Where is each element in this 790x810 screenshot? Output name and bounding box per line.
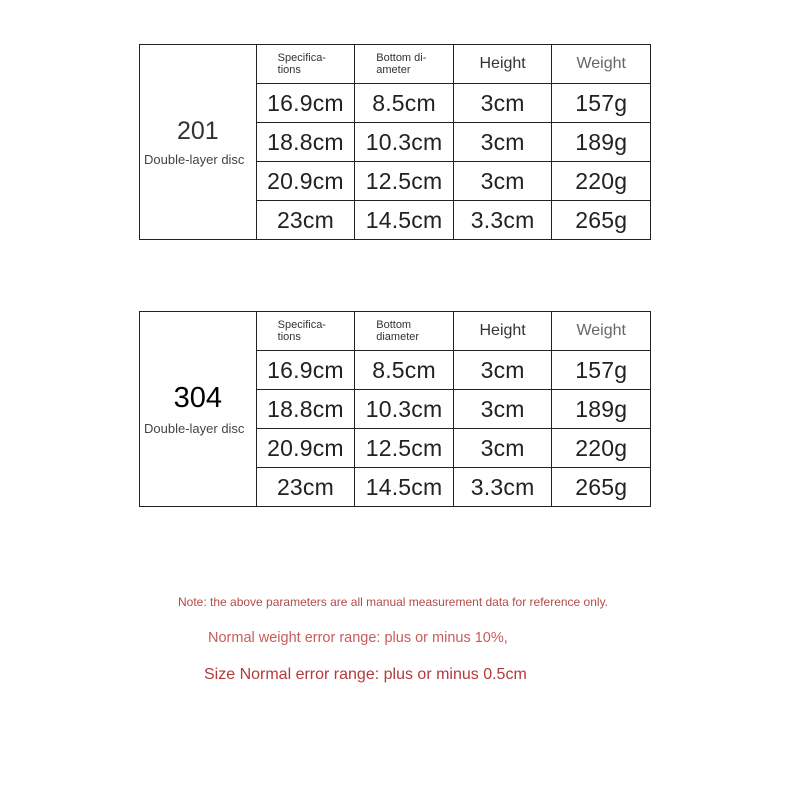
cell-bottom-diameter: 10.3cm: [355, 390, 454, 429]
cell-bottom-diameter: 8.5cm: [355, 351, 454, 390]
cell-bottom-diameter: 12.5cm: [355, 429, 454, 468]
header-bottom-line1: Bottom di-: [376, 52, 427, 64]
cell-spec: 20.9cm: [256, 429, 355, 468]
cell-bottom-diameter: 8.5cm: [355, 84, 454, 123]
material-label-cell: [140, 312, 257, 507]
header-bottom-line2: diameter: [376, 331, 420, 343]
cell-spec: 23cm: [256, 201, 355, 240]
header-spec-line2: tions: [277, 331, 301, 343]
cell-height: 3cm: [453, 351, 552, 390]
note-weight-error: Normal weight error range: plus or minus 10%,: [208, 630, 508, 646]
cell-height: 3.3cm: [453, 201, 552, 240]
table-header-row: [140, 312, 651, 351]
material-code: 304: [173, 382, 223, 414]
header-specifications: [256, 45, 355, 84]
header-bottom-diameter: [355, 45, 454, 84]
cell-spec: 18.8cm: [256, 390, 355, 429]
cell-bottom-diameter: 12.5cm: [355, 162, 454, 201]
cell-bottom-diameter: 10.3cm: [355, 123, 454, 162]
cell-weight: 157g: [552, 84, 651, 123]
cell-weight: 189g: [552, 390, 651, 429]
header-bottom-line2: ameter: [376, 64, 411, 76]
note-reference-only: Note: the above parameters are all manual measurement data for reference only.: [178, 595, 609, 609]
cell-weight: 220g: [552, 162, 651, 201]
cell-spec: 18.8cm: [256, 123, 355, 162]
cell-height: 3.3cm: [453, 468, 552, 507]
cell-weight: 265g: [552, 201, 651, 240]
cell-height: 3cm: [453, 123, 552, 162]
cell-height: 3cm: [453, 162, 552, 201]
spec-table-304: [139, 311, 651, 507]
header-specifications: [256, 312, 355, 351]
header-weight: Weight: [552, 45, 651, 84]
header-spec-line1: Specifica-: [277, 319, 326, 331]
header-weight: Weight: [552, 312, 651, 351]
cell-bottom-diameter: 14.5cm: [355, 468, 454, 507]
cell-bottom-diameter: 14.5cm: [355, 201, 454, 240]
cell-spec: 16.9cm: [256, 84, 355, 123]
header-height: Height: [453, 312, 552, 351]
header-bottom-line1: Bottom: [376, 319, 412, 331]
header-spec-line1: Specifica-: [277, 52, 326, 64]
material-code: 201: [176, 117, 219, 145]
header-bottom-diameter: [355, 312, 454, 351]
header-height: Height: [453, 45, 552, 84]
header-spec-line2: tions: [277, 64, 301, 76]
material-label-cell: [140, 45, 257, 240]
cell-weight: 189g: [552, 123, 651, 162]
cell-spec: 23cm: [256, 468, 355, 507]
cell-weight: 220g: [552, 429, 651, 468]
spec-table-201: [139, 44, 651, 240]
table-header-row: [140, 45, 651, 84]
cell-spec: 20.9cm: [256, 162, 355, 201]
material-description: Double-layer disc: [144, 152, 245, 167]
material-description: Double-layer disc: [144, 421, 245, 436]
cell-height: 3cm: [453, 84, 552, 123]
cell-weight: 157g: [552, 351, 651, 390]
cell-weight: 265g: [552, 468, 651, 507]
cell-height: 3cm: [453, 429, 552, 468]
cell-height: 3cm: [453, 390, 552, 429]
note-size-error: Size Normal error range: plus or minus 0.5cm: [204, 666, 527, 683]
cell-spec: 16.9cm: [256, 351, 355, 390]
